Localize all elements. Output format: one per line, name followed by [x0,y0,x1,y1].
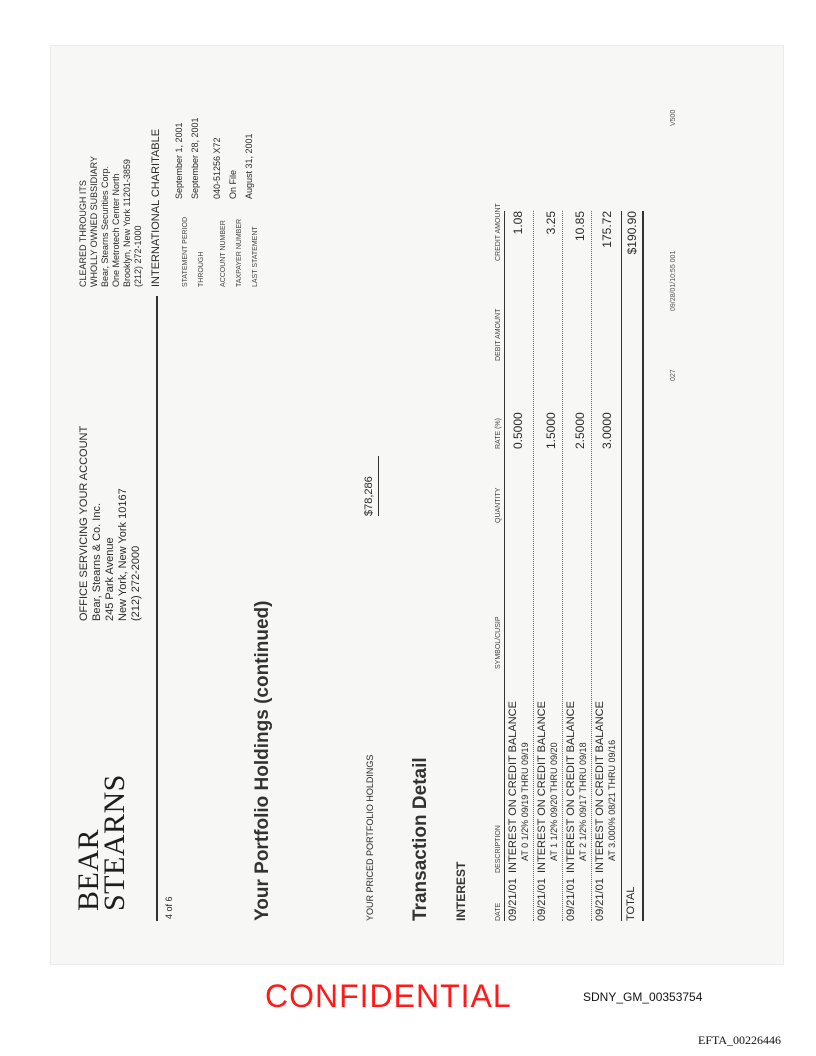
row-rate: 3.0000 [600,412,614,449]
through-value: September 28, 2001 [190,117,200,199]
row-divider [533,211,534,921]
office-line: New York, New York 10167 [117,488,129,621]
clearing-line: Brooklyn, New York 11201-3859 [122,159,132,287]
clearing-line: CLEARED THROUGH ITS [78,180,88,287]
row-description-detail: AT 3.000% 08/21 THRU 09/16 [607,739,617,861]
statement-period-label: STATEMENT PERIOD [182,216,189,287]
total-credit: $190.90 [625,211,639,255]
office-line: Bear, Stearns & Co. Inc. [91,502,103,621]
total-top-rule [621,211,622,921]
row-credit: 10.85 [573,211,587,242]
office-line: OFFICE SERVICING YOUR ACCOUNT [78,425,90,621]
portfolio-title: Your Portfolio Holdings (continued) [252,600,273,921]
row-rate: 1.5000 [544,412,558,449]
priced-holdings-underline [378,456,379,516]
page-indicator: 4 of 6 [164,896,174,919]
office-line: 245 Park Avenue [104,537,116,621]
table-header-rule [504,211,505,921]
col-rate-header: RATE (%) [495,418,502,449]
row-date: 09/21/01 [594,878,606,921]
row-description: INTEREST ON CREDIT BALANCE [507,701,519,873]
row-divider [591,211,592,921]
row-rate: 0.5000 [511,412,525,449]
priced-holdings-label: YOUR PRICED PORTFOLIO HOLDINGS [365,754,375,921]
col-quantity-header: QUANTITY [495,487,502,523]
row-description: INTEREST ON CREDIT BALANCE [594,701,606,873]
rotated-statement [70,51,770,921]
account-info [174,117,260,287]
col-date-header: DATE [495,902,502,921]
col-symbol-header: SYMBOL/CUSIP [495,616,502,669]
row-description-detail: AT 0 1/2% 09/19 THRU 09/19 [520,742,530,861]
row-description: INTEREST ON CREDIT BALANCE [536,701,548,873]
confidential-stamp: CONFIDENTIAL [265,978,512,1014]
clearing-line: Bear, Stearns Securities Corp. [100,165,110,287]
footer-code-2: 09/28/01/10:55 001 [670,250,677,311]
last-statement-value: August 31, 2001 [244,133,254,199]
row-description: INTEREST ON CREDIT BALANCE [565,701,577,873]
clearing-line: One Metrotech Center North [111,173,121,287]
row-rate: 2.5000 [573,412,587,449]
bear-stearns-logo [72,774,131,911]
row-divider [562,211,563,921]
total-label: TOTAL [625,886,637,921]
total-bottom-rule [642,211,644,921]
priced-holdings-value: $78,286 [363,476,375,516]
logo-line-1: BEAR [72,828,105,911]
row-credit: 175.72 [600,211,614,248]
interest-section-title: INTEREST [454,861,468,921]
clearing-address [78,156,144,287]
clearing-line: WHOLLY OWNED SUBSIDIARY [89,155,99,287]
col-description-header: DESCRIPTION [495,825,502,873]
office-address [78,426,143,621]
col-debit-header: DEBIT AMOUNT [495,308,502,361]
through-label: THROUGH [198,251,205,287]
row-date: 09/21/01 [507,878,519,921]
office-line: (212) 272-2000 [130,545,142,621]
row-credit: 1.08 [511,211,525,235]
last-statement-label: LAST STATEMENT [252,226,259,287]
account-name: INTERNATIONAL CHARITABLE [150,128,162,287]
account-number-value: 040-51256 X72 [212,137,222,199]
efta-number: EFTA_00226446 [698,1033,782,1047]
row-date: 09/21/01 [536,878,548,921]
footer-code-1: 027 [670,369,677,381]
row-description-detail: AT 1 1/2% 09/20 THRU 09/20 [549,742,559,861]
row-date: 09/21/01 [565,878,577,921]
footer-code-3: V500 [670,109,677,126]
taxpayer-number-value: On File [228,169,238,199]
logo-line-2: STEARNS [98,774,131,911]
row-description-detail: AT 2 1/2% 09/17 THRU 09/18 [578,742,588,861]
row-credit: 3.25 [544,211,558,235]
header-rule [156,296,158,921]
transaction-detail-title: Transaction Detail [410,757,431,921]
taxpayer-number-label: TAXPAYER NUMBER [236,218,243,287]
statement-period-value: September 1, 2001 [174,122,184,199]
clearing-line: (212) 272-1000 [133,225,143,287]
account-number-label: ACCOUNT NUMBER [220,220,227,287]
col-credit-header: CREDIT AMOUNT [495,203,502,261]
bates-number: SDNY_GM_00353754 [583,990,703,1004]
